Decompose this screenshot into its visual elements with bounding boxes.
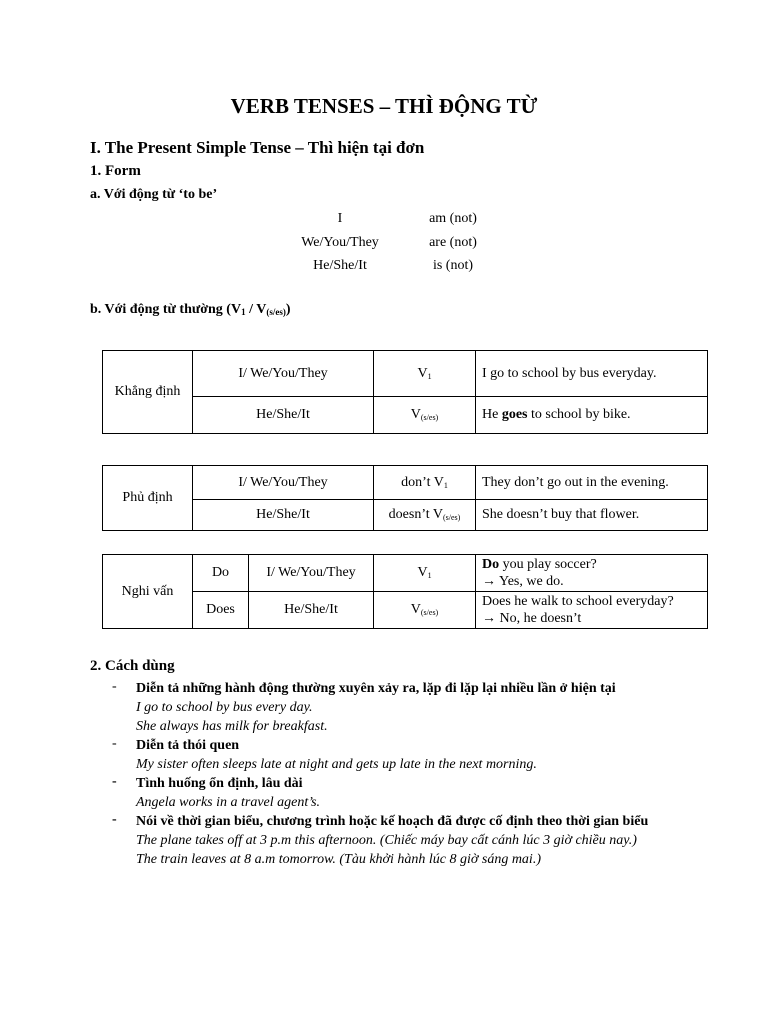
section-heading-present-simple: I. The Present Simple Tense – Thì hiện tại đơn [90,138,425,157]
to-be-conjugation-list [270,207,510,278]
verb-cell: $V_1$ [374,351,476,397]
to-be-verb: is (not) [432,258,474,273]
question-label: Nghi vấn [103,555,193,629]
aux-cell: Does [193,592,249,629]
verb-cell: $V_1$ [374,555,476,592]
negative-label: Phủ định [103,466,193,531]
subject-cell: I/ We/You/They [193,351,374,397]
usage-example: Angela works in a travel agent’s. [136,795,321,810]
usage-title: Nói về thời gian biểu, chương trình hoặc kế hoạch đã được cố định theo thời gian biểu [136,814,649,829]
list-item [112,774,712,812]
verb-cell: $V_{(s/es)}$ [374,592,476,629]
page-title: VERB TENSES – THÌ ĐỘNG TỪ [230,94,538,118]
example-cell: They don’t go out in the evening. [476,466,708,500]
table-row [103,397,708,434]
affirmative-table [102,350,708,434]
to-be-subject: He/She/It [313,258,367,273]
bullet-dash: - [112,774,117,789]
to-be-row [270,207,510,231]
list-item [112,812,712,869]
subject-cell: He/She/It [193,397,374,434]
to-be-subject: I [337,211,343,226]
usage-example: The plane takes off at 3 p.m this afternoon. (Chiếc máy bay cất cánh lúc 3 giờ chiều nay.) [136,833,637,848]
table-row [103,555,708,592]
table-row [103,351,708,397]
usage-example: The train leaves at 8 a.m tomorrow. (Tàu khởi hành lúc 8 giờ sáng mai.) [136,852,541,867]
aux-cell: Do [193,555,249,592]
to-be-row [270,254,510,278]
to-be-row [270,231,510,255]
example-cell: Do you play soccer? → Yes, we do. [476,555,708,592]
usage-example: I go to school by bus every day. [136,700,313,715]
to-be-verb: am (not) [429,211,477,226]
example-cell: Does he walk to school everyday? → No, he doesn’t [476,592,708,629]
bullet-dash: - [112,812,117,827]
form-heading: 1. Form [90,163,141,179]
verb-cell: doesn’t $V_{(s/es)}$ [374,500,476,531]
subject-cell: I/ We/You/They [193,466,374,500]
to-be-subject: We/You/They [301,234,379,250]
question-table [102,554,708,629]
usage-title: Diễn tả những hành động thường xuyên xảy ra, lặp đi lặp lại nhiều lần ở hiện tại [136,681,616,696]
usage-list [112,679,712,869]
affirmative-label: Khẳng định [103,351,193,434]
subject-cell: He/She/It [249,592,374,629]
usage-heading: 2. Cách dùng [90,658,175,674]
subject-cell: I/ We/You/They [249,555,374,592]
list-item [112,679,712,736]
bullet-dash: - [112,679,117,694]
subject-cell: He/She/It [193,500,374,531]
to-be-verb: are (not) [429,234,477,250]
list-item [112,736,712,774]
example-cell: She doesn’t buy that flower. [476,500,708,531]
usage-title: Diễn tả thói quen [136,738,240,753]
verb-cell: $V_{(s/es)}$ [374,397,476,434]
usage-example: She always has milk for breakfast. [136,719,328,734]
usage-example: My sister often sleeps late at night and gets up late in the next morning. [136,757,537,772]
bullet-dash: - [112,736,117,751]
to-be-heading: a. Với động từ ‘to be’ [90,187,218,202]
negative-table [102,465,708,531]
verb-cell: don’t $V_1$ [374,466,476,500]
table-row [103,592,708,629]
table-row [103,500,708,531]
example-cell: He goes to school by bike. [476,397,708,434]
table-row [103,466,708,500]
regular-verb-heading: b. Với động từ thường $(V_1 / V_{(s/es)})$ [90,302,291,317]
example-cell: I go to school by bus everyday. [476,351,708,397]
usage-title: Tình huống ổn định, lâu dài [136,776,303,791]
